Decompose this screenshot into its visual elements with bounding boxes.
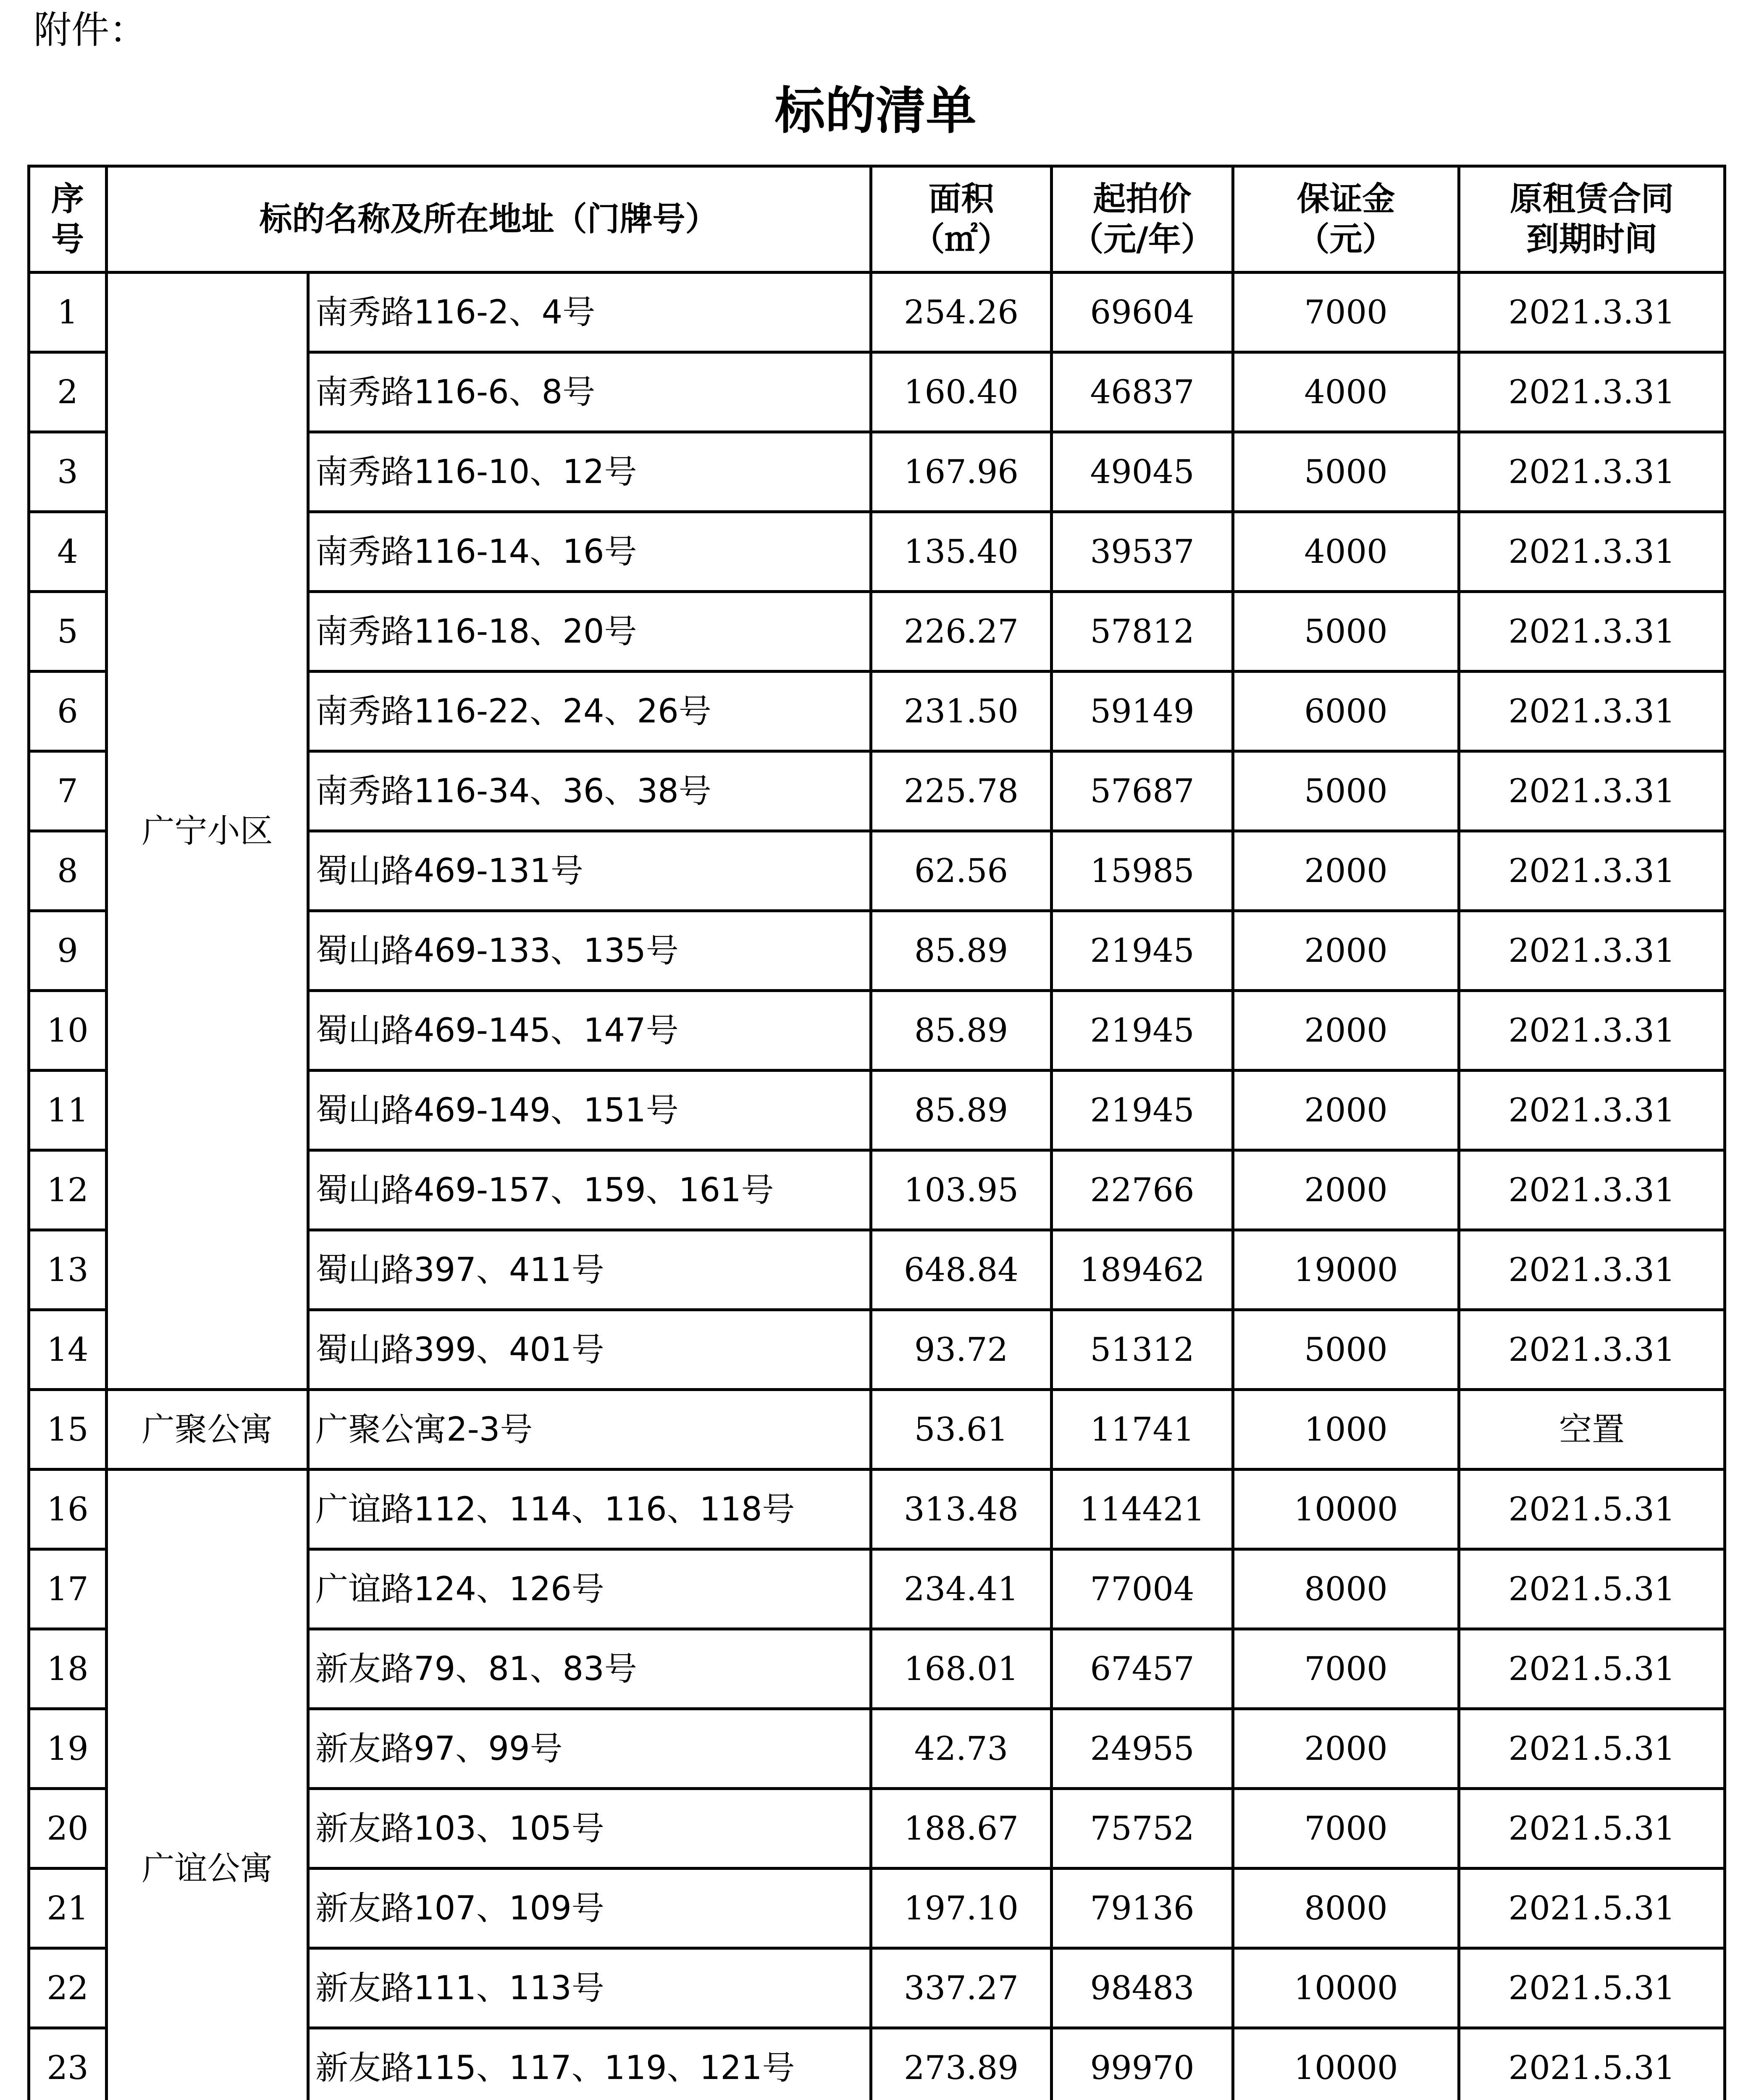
cell-expiry: 2021.3.31 [1459,991,1725,1071]
cell-price: 21945 [1052,911,1233,991]
cell-seq: 13 [29,1230,107,1310]
cell-area: 188.67 [871,1789,1052,1869]
cell-area: 197.10 [871,1869,1052,1948]
cell-address: 广聚公寓2-3号 [308,1390,871,1470]
cell-price: 49045 [1052,432,1233,512]
cell-price: 46837 [1052,352,1233,432]
cell-seq: 9 [29,911,107,991]
cell-expiry: 2021.5.31 [1459,1549,1725,1629]
cell-seq: 20 [29,1789,107,1869]
cell-expiry: 2021.3.31 [1459,592,1725,672]
cell-seq: 3 [29,432,107,512]
header-deposit-line-2: （元） [1297,220,1395,258]
cell-seq: 23 [29,2028,107,2100]
header-seq-line-1: 序 [51,180,84,218]
cell-area: 313.48 [871,1470,1052,1549]
cell-area: 648.84 [871,1230,1052,1310]
cell-price: 21945 [1052,991,1233,1071]
cell-expiry: 2021.3.31 [1459,1071,1725,1150]
cell-seq: 15 [29,1390,107,1470]
table-row [29,1390,1725,1470]
cell-deposit: 10000 [1233,1470,1459,1549]
header-expiry [1459,166,1725,273]
cell-address: 新友路111、113号 [308,1948,871,2028]
cell-expiry: 2021.5.31 [1459,1709,1725,1789]
cell-seq: 6 [29,672,107,751]
cell-area: 135.40 [871,512,1052,592]
cell-seq: 1 [29,273,107,352]
cell-price: 57812 [1052,592,1233,672]
cell-deposit: 2000 [1233,911,1459,991]
cell-area: 62.56 [871,831,1052,911]
header-seq-line-2: 号 [51,220,84,258]
cell-expiry: 2021.3.31 [1459,911,1725,991]
cell-address: 南秀路116-6、8号 [308,352,871,432]
cell-area: 42.73 [871,1709,1052,1789]
cell-seq: 17 [29,1549,107,1629]
cell-seq: 7 [29,751,107,831]
cell-price: 79136 [1052,1869,1233,1948]
cell-address: 新友路103、105号 [308,1789,871,1869]
cell-expiry: 2021.3.31 [1459,1230,1725,1310]
cell-group-name: 广聚公寓 [107,1390,308,1470]
cell-seq: 16 [29,1470,107,1549]
cell-area: 93.72 [871,1310,1052,1390]
header-row [29,166,1725,273]
cell-deposit: 2000 [1233,1150,1459,1230]
header-price-line-2: （元/年） [1071,220,1214,258]
cell-price: 99970 [1052,2028,1233,2100]
cell-deposit: 6000 [1233,672,1459,751]
cell-expiry: 空置 [1459,1390,1725,1470]
cell-area: 225.78 [871,751,1052,831]
cell-deposit: 10000 [1233,2028,1459,2100]
header-name-label: 标的名称及所在地址（门牌号） [259,200,718,238]
cell-deposit: 2000 [1233,1709,1459,1789]
cell-expiry: 2021.3.31 [1459,751,1725,831]
cell-deposit: 19000 [1233,1230,1459,1310]
cell-price: 24955 [1052,1709,1233,1789]
page-title: 标的清单 [774,82,977,140]
cell-price: 69604 [1052,273,1233,352]
cell-deposit: 1000 [1233,1390,1459,1470]
cell-seq: 22 [29,1948,107,2028]
cell-area: 160.40 [871,352,1052,432]
cell-area: 168.01 [871,1629,1052,1709]
cell-price: 67457 [1052,1629,1233,1709]
cell-expiry: 2021.5.31 [1459,1869,1725,1948]
cell-expiry: 2021.3.31 [1459,512,1725,592]
cell-expiry: 2021.3.31 [1459,1150,1725,1230]
cell-expiry: 2021.5.31 [1459,1470,1725,1549]
cell-area: 234.41 [871,1549,1052,1629]
cell-deposit: 8000 [1233,1869,1459,1948]
cell-deposit: 4000 [1233,352,1459,432]
cell-price: 75752 [1052,1789,1233,1869]
cell-area: 337.27 [871,1948,1052,2028]
header-area-line-1: 面积 [928,180,994,218]
table-row [29,273,1725,352]
cell-deposit: 2000 [1233,1071,1459,1150]
listing-table [27,165,1726,2100]
cell-address: 蜀山路469-149、151号 [308,1071,871,1150]
cell-area: 226.27 [871,592,1052,672]
cell-area: 231.50 [871,672,1052,751]
cell-seq: 21 [29,1869,107,1948]
cell-area: 167.96 [871,432,1052,512]
cell-seq: 11 [29,1071,107,1150]
cell-expiry: 2021.5.31 [1459,2028,1725,2100]
cell-price: 98483 [1052,1948,1233,2028]
cell-deposit: 2000 [1233,991,1459,1071]
cell-deposit: 10000 [1233,1948,1459,2028]
cell-address: 蜀山路469-131号 [308,831,871,911]
cell-area: 85.89 [871,991,1052,1071]
cell-deposit: 4000 [1233,512,1459,592]
cell-address: 新友路107、109号 [308,1869,871,1948]
cell-expiry: 2021.3.31 [1459,432,1725,512]
header-price [1052,166,1233,273]
cell-seq: 19 [29,1709,107,1789]
cell-expiry: 2021.3.31 [1459,352,1725,432]
cell-address: 新友路115、117、119、121号 [308,2028,871,2100]
cell-deposit: 7000 [1233,273,1459,352]
cell-deposit: 5000 [1233,1310,1459,1390]
cell-price: 57687 [1052,751,1233,831]
cell-price: 114421 [1052,1470,1233,1549]
cell-deposit: 5000 [1233,432,1459,512]
cell-deposit: 7000 [1233,1629,1459,1709]
cell-price: 21945 [1052,1071,1233,1150]
cell-price: 51312 [1052,1310,1233,1390]
header-name [107,166,871,273]
cell-expiry: 2021.3.31 [1459,1310,1725,1390]
cell-seq: 5 [29,592,107,672]
cell-address: 南秀路116-18、20号 [308,592,871,672]
header-expiry-line-1: 原租赁合同 [1510,180,1674,218]
cell-address: 蜀山路469-145、147号 [308,991,871,1071]
cell-address: 广谊路124、126号 [308,1549,871,1629]
cell-seq: 14 [29,1310,107,1390]
cell-area: 273.89 [871,2028,1052,2100]
cell-expiry: 2021.5.31 [1459,1629,1725,1709]
cell-area: 85.89 [871,911,1052,991]
cell-expiry: 2021.5.31 [1459,1789,1725,1869]
cell-address: 蜀山路397、411号 [308,1230,871,1310]
cell-area: 254.26 [871,273,1052,352]
header-deposit [1233,166,1459,273]
cell-address: 南秀路116-2、4号 [308,273,871,352]
cell-address: 南秀路116-22、24、26号 [308,672,871,751]
cell-seq: 12 [29,1150,107,1230]
cell-seq: 8 [29,831,107,911]
cell-seq: 4 [29,512,107,592]
cell-area: 85.89 [871,1071,1052,1150]
cell-area: 103.95 [871,1150,1052,1230]
cell-price: 59149 [1052,672,1233,751]
cell-address: 新友路97、99号 [308,1709,871,1789]
cell-deposit: 5000 [1233,592,1459,672]
header-deposit-line-1: 保证金 [1297,180,1395,218]
cell-address: 蜀山路399、401号 [308,1310,871,1390]
cell-seq: 2 [29,352,107,432]
cell-deposit: 8000 [1233,1549,1459,1629]
cell-price: 15985 [1052,831,1233,911]
cell-address: 南秀路116-10、12号 [308,432,871,512]
cell-address: 南秀路116-34、36、38号 [308,751,871,831]
cell-area: 53.61 [871,1390,1052,1470]
header-area [871,166,1052,273]
cell-expiry: 2021.5.31 [1459,1948,1725,2028]
cell-deposit: 5000 [1233,751,1459,831]
table-body [29,273,1725,2100]
attachment-label: 附件： [34,8,147,52]
cell-deposit: 7000 [1233,1789,1459,1869]
header-seq [29,166,107,273]
cell-deposit: 2000 [1233,831,1459,911]
cell-seq: 10 [29,991,107,1071]
header-area-line-2: （㎡） [912,220,1011,258]
cell-address: 新友路79、81、83号 [308,1629,871,1709]
header-price-line-1: 起拍价 [1093,180,1192,218]
cell-price: 189462 [1052,1230,1233,1310]
cell-address: 南秀路116-14、16号 [308,512,871,592]
cell-expiry: 2021.3.31 [1459,831,1725,911]
cell-price: 77004 [1052,1549,1233,1629]
header-expiry-line-2: 到期时间 [1526,220,1658,258]
cell-price: 22766 [1052,1150,1233,1230]
cell-address: 蜀山路469-157、159、161号 [308,1150,871,1230]
cell-expiry: 2021.3.31 [1459,273,1725,352]
cell-address: 广谊路112、114、116、118号 [308,1470,871,1549]
cell-price: 11741 [1052,1390,1233,1470]
cell-expiry: 2021.3.31 [1459,672,1725,751]
cell-seq: 18 [29,1629,107,1709]
table-row [29,1470,1725,1549]
cell-address: 蜀山路469-133、135号 [308,911,871,991]
cell-price: 39537 [1052,512,1233,592]
cell-group-name: 广谊公寓 [107,1470,308,2100]
cell-group-name: 广宁小区 [107,273,308,1390]
